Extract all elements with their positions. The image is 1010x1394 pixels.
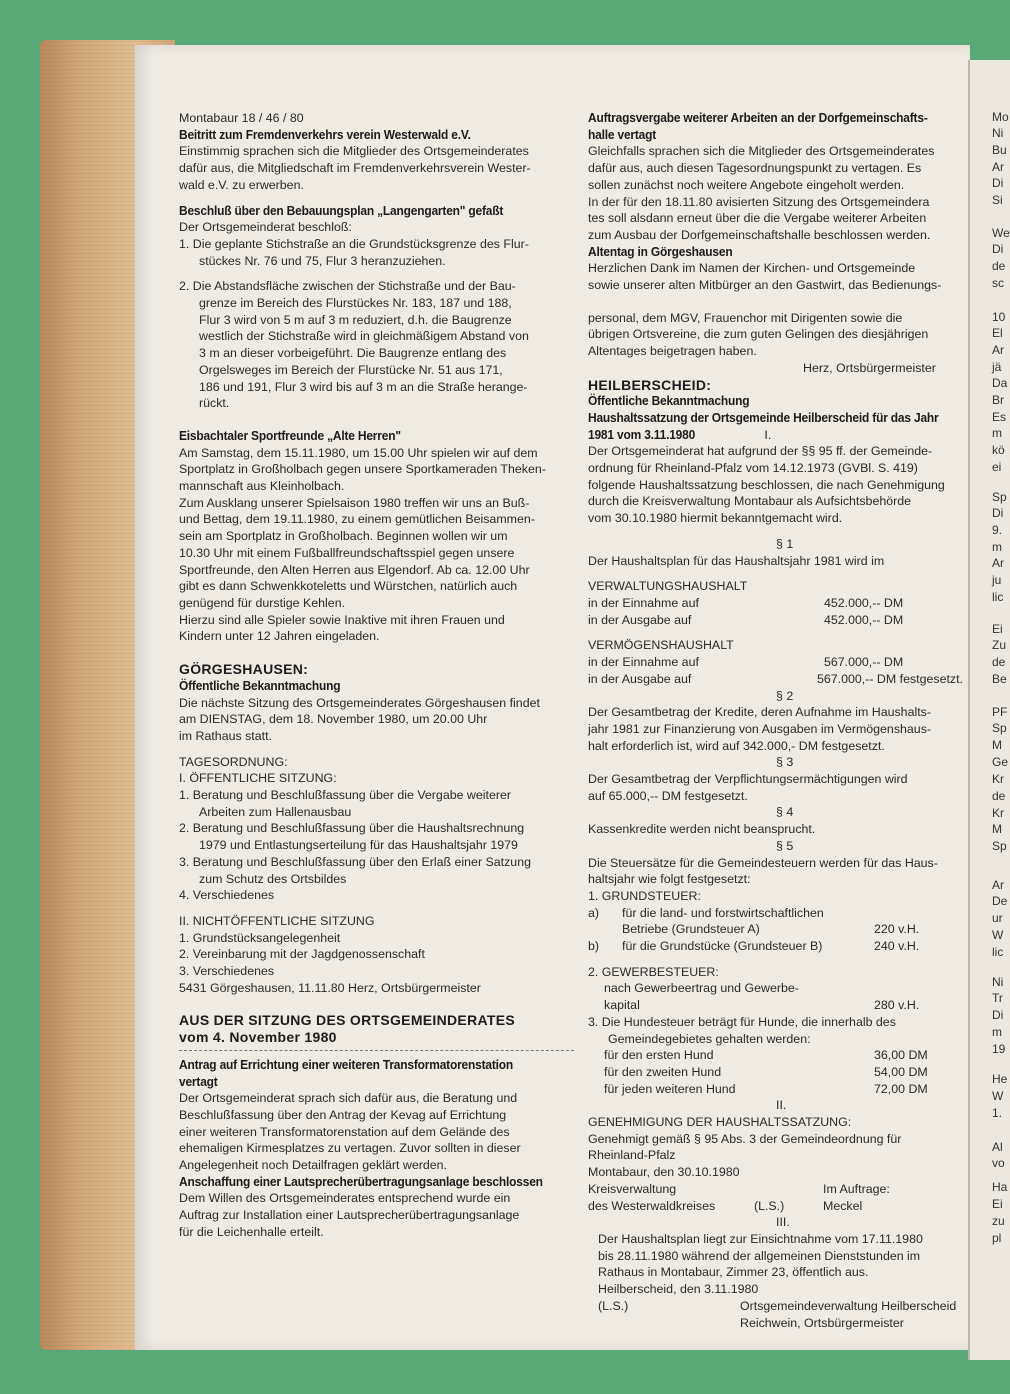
paragraph-line: Der Haushaltsplan liegt zur Einsichtnahme vom 17.11.1980 — [598, 1232, 923, 1246]
paragraph-line: Heilberscheid, den 3.11.1980 — [598, 1282, 759, 1297]
agenda-item-continuation: Arbeiten zum Hallenausbau — [199, 804, 352, 819]
tax-row — [588, 980, 963, 997]
budget-value: 567.000,-- DM festgesetzt. — [816, 671, 963, 686]
paragraph-line: Rathaus in Montabaur, Zimmer 23, öffentlich aus. — [598, 1265, 869, 1280]
list-item-continuation: westlich der Stichstraße wird in gleichmäßigem Abstand von — [199, 329, 529, 344]
budget-label: in der Einnahme auf — [588, 655, 699, 670]
section-title-bebauungsplan: Beschluß über den Bebauungsplan „Langengarten" gefaßt — [179, 202, 504, 218]
agenda-item: 2. Vereinbarung mit der Jagdgenossenschaft — [179, 947, 425, 962]
paragraph-line: Gemeindegebietes gehalten werden: — [608, 1031, 811, 1046]
list-item-continuation: Flur 3 wird von 5 m auf 3 m reduziert, d.h. die Baugrenze — [199, 312, 512, 327]
agenda-item-continuation: zum Schutz des Ortsbildes — [199, 871, 347, 886]
agenda-item: 3. Verschiedenes — [179, 964, 275, 979]
next-page-text-fragment: Si — [992, 193, 1003, 207]
tax-value: 240 v.H. — [874, 939, 920, 954]
next-page-text-fragment: pl — [992, 1231, 1002, 1245]
paragraph-line: Gleichfalls sprachen sich die Mitglieder des Ortsgemeinderates — [588, 144, 935, 159]
next-page-text-fragment: PF — [992, 705, 1008, 719]
section-title-date: 1981 vom 3.11.1980 — [588, 426, 696, 442]
roman-numeral: III. — [776, 1215, 790, 1230]
tax-text: nach Gewerbeertrag und Gewerbe- — [604, 981, 799, 996]
next-page-text-fragment: Ni — [992, 975, 1004, 989]
dog-tax-row — [588, 1064, 963, 1081]
tax-text: für die land- und forstwirtschaftlichen — [622, 905, 824, 920]
paragraph-line: Genehmigt gemäß § 95 Abs. 3 der Gemeindeordnung für — [588, 1131, 902, 1146]
next-page-text-fragment: ei — [992, 460, 1002, 474]
agenda-signature: 5431 Görgeshausen, 11.11.80 Herz, Ortsbürgermeister — [179, 980, 481, 995]
section-title-bekanntmachung: Öffentliche Bekanntmachung — [588, 393, 750, 409]
paragraph-line: auf 65.000,-- DM festgesetzt. — [588, 788, 748, 803]
paragraph-line: Einstimmig sprachen sich die Mitglieder des Ortsgemeinderates — [179, 144, 529, 159]
paragraph-sign: § 4 — [776, 805, 794, 820]
paragraph-sign: § 1 — [776, 536, 794, 551]
tax-label: b) — [588, 939, 600, 954]
approval-heading: GENEHMIGUNG DER HAUSHALTSSATZUNG: — [588, 1115, 852, 1130]
next-page-text-fragment: Ei — [992, 622, 1003, 636]
paragraph-line: sowie unserer alten Mitbürger an den Gastwirt, das Bedienungs- — [588, 278, 942, 293]
next-page-text-fragment: m — [992, 426, 1002, 440]
paragraph-line: folgende Haushaltssatzung beschlossen, die nach Genehmigung — [588, 477, 945, 492]
next-page-text-fragment: Zu — [992, 638, 1007, 652]
next-page-text-fragment: Di — [992, 506, 1004, 520]
paragraph-line: Auftrag zur Installation einer Lautsprecherübertragungsanlage — [179, 1208, 520, 1223]
paragraph-line: Der Ortsgemeinderat sprach sich dafür aus, die Beratung und — [179, 1091, 518, 1106]
paragraph-line: ordnung für Rheinland-Pfalz vom 14.12.1973 (GVBl. S. 419) — [588, 461, 918, 476]
dog-tax-value: 36,00 DM — [874, 1048, 928, 1063]
signature-row — [588, 1298, 963, 1315]
agenda-item: 1. Grundstücksangelegenheit — [179, 930, 341, 945]
divider — [179, 1050, 574, 1051]
paragraph-line: dafür aus, auch diesen Tagesordnungspunkt zu vertagen. Es — [588, 161, 922, 176]
dog-tax-value: 72,00 DM — [874, 1081, 928, 1096]
next-page-text-fragment: M — [992, 822, 1002, 836]
agenda-item: 3. Beratung und Beschlußfassung über den Erlaß einer Satzung — [179, 854, 531, 869]
paragraph-line: bis 28.11.1980 während der allgemeinen Dienststunden im — [598, 1248, 921, 1263]
next-page-text-fragment: Ar — [992, 160, 1004, 174]
tax-heading: 1. GRUNDSTEUER: — [588, 888, 701, 903]
tax-value: 220 v.H. — [874, 922, 920, 937]
next-page-text-fragment: Da — [992, 376, 1008, 390]
next-page-text-fragment: de — [992, 655, 1006, 669]
next-page-text-fragment: Di — [992, 242, 1004, 256]
paragraph-line: Kassenkredite werden nicht beansprucht. — [588, 822, 816, 837]
signature-row — [588, 1181, 953, 1198]
next-page-text-fragment: ju — [992, 573, 1002, 587]
agenda-item: 4. Verschiedenes — [179, 888, 275, 903]
budget-row — [588, 654, 963, 671]
paragraph-line: Sportplatz in Großholbach gegen unsere Sportkameraden Theken- — [179, 462, 546, 477]
paragraph-line: im Rathaus statt. — [179, 728, 272, 743]
roman-numeral: I. — [764, 427, 772, 442]
seal-mark: (L.S.) — [753, 1198, 785, 1213]
paragraph-line: Zum Ausklang unserer Spielsaison 1980 treffen wir uns an Buß- — [179, 495, 530, 510]
next-page-text-fragment: W — [992, 928, 1004, 942]
paragraph-line: Der Gesamtbetrag der Kredite, deren Aufnahme im Haushalts- — [588, 705, 931, 720]
paragraph-line: Der Gesamtbetrag der Verpflichtungsermächtigungen wird — [588, 772, 908, 787]
agenda-title: TAGESORDNUNG: — [179, 754, 288, 769]
paragraph-line: sollen zunächst noch weitere Angebote eingeholt werden. — [588, 177, 905, 192]
official-name: Meckel — [823, 1198, 863, 1213]
place-heading-goergeshausen: GÖRGESHAUSEN: — [179, 661, 309, 678]
paragraph-line: tes soll alsdann erneut über die die Vergabe weiterer Arbeiten — [588, 211, 927, 226]
list-item-continuation: grenze im Bereich des Flurstückes Nr. 183, 187 und 188, — [199, 296, 512, 311]
next-page-text-fragment: 10 — [992, 310, 1006, 324]
signature-row — [588, 1198, 953, 1215]
authority-name: Kreisverwaltung — [588, 1181, 677, 1196]
budget-label: in der Ausgabe auf — [588, 612, 692, 627]
paragraph-line: jahr 1981 zur Finanzierung von Ausgaben im Vermögenshaus- — [588, 721, 932, 736]
paragraph-line: Rheinland-Pfalz — [588, 1148, 676, 1163]
next-page-text-fragment: Es — [992, 410, 1007, 424]
budget-value: 452.000,-- DM — [824, 612, 904, 627]
section-title-sportfreunde: Eisbachtaler Sportfreunde „Alte Herren" — [179, 427, 401, 443]
next-page-text-fragment: 19 — [992, 1042, 1006, 1056]
paragraph-sign: § 5 — [776, 838, 794, 853]
list-item: 1. Die geplante Stichstraße an die Grundstücksgrenze des Flur- — [179, 236, 529, 251]
list-item-continuation: stückes Nr. 76 und 75, Flur 3 heranzuziehen. — [199, 253, 446, 268]
dog-tax-row — [588, 1081, 963, 1098]
paragraph-line: durch die Kreisverwaltung Montabaur als Aufsichtsbehörde — [588, 494, 912, 509]
agenda-private-heading: II. NICHTÖFFENTLICHE SITZUNG — [179, 913, 375, 928]
paragraph-line: Hierzu sind alle Spieler sowie Inaktive mit ihren Frauen und — [179, 612, 505, 627]
tax-row — [588, 997, 963, 1014]
list-item-continuation: 186 und 191, Flur 3 wird bis auf 3 m an die Straße herange- — [199, 379, 528, 394]
next-page-text-fragment: He — [992, 1072, 1008, 1086]
next-page-fragment — [968, 60, 1010, 1360]
next-page-text-fragment: kö — [992, 443, 1005, 457]
paragraph-line: zum Ausbau der Dorfgemeinschaftshalle beschlossen werden. — [588, 227, 931, 242]
paragraph-line: 3. Die Hundesteuer beträgt für Hunde, die innerhalb des — [588, 1014, 896, 1029]
next-page-text-fragment: lic — [992, 945, 1004, 959]
paragraph-line: Die nächste Sitzung des Ortsgemeinderates Görgeshausen findet — [179, 695, 540, 710]
paragraph-line: Am Samstag, dem 15.11.1980, um 15.00 Uhr spielen wir auf dem — [179, 445, 538, 460]
next-page-text-fragment: Di — [992, 1008, 1004, 1022]
next-page-text-fragment: Bu — [992, 143, 1007, 157]
dateline: Montabaur 18 / 46 / 80 — [179, 111, 304, 125]
left-column — [179, 110, 576, 1241]
paragraph-line: am DIENSTAG, dem 18. November 1980, um 20.00 Uhr — [179, 712, 488, 727]
tax-label: a) — [588, 905, 600, 920]
section-title-transformator: Antrag auf Errichtung einer weiteren Transformatorenstation — [179, 1056, 514, 1072]
section-title-haushaltssatzung: Haushaltssatzung der Ortsgemeinde Heilberscheid für das Jahr — [588, 409, 939, 425]
official-name: Reichwein, Ortsbürgermeister — [740, 1315, 904, 1330]
next-page-text-fragment: We — [992, 226, 1010, 240]
list-item: 2. Die Abstandsfläche zwischen der Stichstraße und der Bau- — [179, 279, 516, 294]
roman-numeral: II. — [776, 1098, 787, 1113]
dog-tax-value: 54,00 DM — [874, 1064, 928, 1079]
next-page-text-fragment: Br — [992, 393, 1004, 407]
paragraph-line: Dem Willen des Ortsgemeinderates entsprechend wurde ein — [179, 1191, 511, 1206]
tax-row — [588, 921, 963, 938]
next-page-text-fragment: zu — [992, 1214, 1005, 1228]
agenda-item: 1. Beratung und Beschlußfassung über die Vergabe weiterer — [179, 788, 512, 803]
next-page-text-fragment: 1. — [992, 1106, 1003, 1120]
seal-mark: (L.S.) — [598, 1298, 629, 1313]
list-item-continuation: Orgelsweges im Bereich der Flurstücke Nr. 51 aus 171, — [199, 362, 503, 377]
next-page-text-fragment: sc — [992, 276, 1004, 290]
paragraph-line: und Bettag, dem 19.11.1980, zu einem gemütlichen Beisammen- — [179, 512, 535, 527]
paragraph-line: ehemaligen Kirmesplatzes zu vertagen. Zuvor sollten in dieser — [179, 1141, 521, 1156]
next-page-text-fragment: lic — [992, 590, 1004, 604]
dog-tax-label: für jeden weiteren Hund — [604, 1081, 736, 1096]
next-page-text-fragment: M — [992, 738, 1002, 752]
section-title-dorfgemeinschaftshalle: Auftragsvergabe weiterer Arbeiten an der Dorfgemeinschafts- — [588, 110, 928, 125]
paragraph-line: wald e.V. zu erwerben. — [179, 177, 304, 192]
budget-label: in der Einnahme auf — [588, 595, 699, 610]
next-page-text-fragment: de — [992, 259, 1006, 273]
budget-heading: VERMÖGENSHAUSHALT — [588, 638, 734, 653]
next-page-text-fragment: Kr — [992, 772, 1004, 786]
paragraph-line: Sportfreunde, den Alten Herren aus Elgendorf. Ab ca. 12.00 Uhr — [179, 562, 530, 577]
list-item-continuation: 3 m an dieser vorbeigeführt. Die Baugrenze entlang des — [199, 346, 507, 361]
next-page-text-fragment: Ar — [992, 556, 1004, 570]
tax-text: Betriebe (Grundsteuer A) — [622, 922, 760, 937]
paragraph-line: Herzlichen Dank im Namen der Kirchen- und Ortsgemeinde — [588, 261, 916, 276]
dog-tax-label: für den zweiten Hund — [604, 1064, 722, 1079]
section-title-bekanntmachung: Öffentliche Bekanntmachung — [179, 677, 341, 693]
budget-heading: VERWALTUNGSHAUSHALT — [588, 579, 748, 594]
budget-label: in der Ausgabe auf — [588, 671, 692, 686]
agenda-item: 2. Beratung und Beschlußfassung über die Haushaltsrechnung — [179, 821, 525, 836]
next-page-text-fragment: Sp — [992, 721, 1007, 735]
list-item-continuation: rückt. — [199, 396, 230, 411]
paragraph-line: sein am Sportplatz in Großholbach. Beginnen wollen wir um — [179, 529, 508, 544]
next-page-text-fragment: Di — [992, 176, 1004, 190]
next-page-text-fragment: ur — [992, 911, 1003, 925]
paragraph-line: haltsjahr wie folgt festgesetzt: — [588, 872, 751, 887]
signature: Herz, Ortsbürgermeister — [803, 360, 936, 375]
next-page-text-fragment: Sp — [992, 839, 1007, 853]
paragraph-line: gibt es dann Schwenkkoteletts und Würstchen, natürlich auch — [179, 579, 518, 594]
paragraph-line: Der Ortsgemeinderat hat aufgrund der §§ 95 ff. der Gemeinde- — [588, 444, 933, 459]
paragraph-line: Angelegenheit noch Detailfragen geklärt werden. — [179, 1158, 447, 1173]
budget-value: 452.000,-- DM — [824, 595, 904, 610]
section-title-altentag: Altentag in Görgeshausen — [588, 243, 733, 259]
next-page-text-fragment: m — [992, 1025, 1002, 1039]
next-page-text-fragment: Mo — [992, 110, 1009, 124]
right-column — [588, 110, 963, 1331]
on-behalf-label: Im Auftrage: — [823, 1181, 890, 1196]
paragraph-line: vom 30.10.1980 hiermit bekanntgemacht wird. — [588, 511, 843, 526]
next-page-text-fragment: Be — [992, 672, 1007, 686]
next-page-text-fragment: Sp — [992, 490, 1007, 504]
next-page-text-fragment: W — [992, 1089, 1004, 1103]
tax-row — [588, 938, 963, 955]
paragraph-line: In der für den 18.11.80 avisierten Sitzung des Ortsgemeindera — [588, 194, 930, 209]
section-subtitle-date: vom 4. November 1980 — [179, 1029, 337, 1046]
next-page-text-fragment: vo — [992, 1156, 1005, 1170]
section-title-fremdenverkehr: Beitritt zum Fremdenverkehrs verein Westerwald e.V. — [179, 126, 471, 142]
paragraph-line: Der Haushaltsplan für das Haushaltsjahr 1981 wird im — [588, 553, 885, 568]
agenda-item-continuation: 1979 und Entlastungserteilung für das Haushaltsjahr 1979 — [199, 838, 518, 853]
agenda-public-heading: I. ÖFFENTLICHE SITZUNG: — [179, 771, 337, 786]
paragraph-line: dafür aus, die Mitgliedschaft im Fremdenverkehrsverein Wester- — [179, 161, 531, 176]
next-page-text-fragment: Ei — [992, 1197, 1003, 1211]
authority-name: des Westerwaldkreises — [588, 1198, 716, 1213]
tax-text: kapital — [604, 998, 640, 1013]
paragraph-line: einer weiteren Transformatorenstation auf dem Gelände des — [179, 1124, 510, 1139]
paragraph-line: übrigen Ortsvereine, die zum guten Gelingen des diesjährigen — [588, 327, 929, 342]
paragraph-line: halt erforderlich ist, wird auf 342.000,- DM festgesetzt. — [588, 738, 885, 753]
paragraph-line: Die Steuersätze für die Gemeindesteuern werden für das Haus- — [588, 855, 938, 870]
paragraph-line: Der Ortsgemeinderat beschloß: — [179, 220, 352, 235]
next-page-text-fragment: Ar — [992, 878, 1004, 892]
paragraph-line: Kindern unter 12 Jahren eingeladen. — [179, 629, 380, 644]
next-page-text-fragment: Al — [992, 1140, 1003, 1154]
paragraph-line: mannschaft aus Kleinholbach. — [179, 479, 345, 494]
paragraph-line: genügend für durstige Kehlen. — [179, 595, 346, 610]
next-page-text-fragment: jä — [992, 360, 1002, 374]
next-page-text-fragment: Ge — [992, 755, 1009, 769]
paragraph-line: personal, dem MGV, Frauenchor mit Dirigenten sowie die — [588, 310, 903, 325]
paragraph-line: Altentages beigetragen haben. — [588, 344, 757, 359]
next-page-text-fragment: de — [992, 789, 1006, 803]
next-page-text-fragment: Kr — [992, 806, 1004, 820]
paragraph-line: für die Leichenhalle erteilt. — [179, 1224, 324, 1239]
section-title-dorfgemeinschaftshalle-cont: halle vertagt — [588, 126, 657, 142]
dog-tax-row — [588, 1047, 963, 1064]
tax-heading: 2. GEWERBESTEUER: — [588, 964, 719, 979]
budget-value: 567.000,-- DM — [824, 655, 904, 670]
next-page-text-fragment: Ha — [992, 1180, 1008, 1194]
budget-row — [588, 671, 963, 688]
tax-value: 280 v.H. — [874, 998, 920, 1013]
paragraph-line: Beschlußfassung über den Antrag der Kevag auf Errichtung — [179, 1107, 507, 1122]
tax-text: für die Grundstücke (Grundsteuer B) — [622, 939, 823, 954]
paragraph-line: 10.30 Uhr mit einem Fußballfreundschaftsspiel gegen unsere — [179, 545, 515, 560]
section-title-transformator-cont: vertagt — [179, 1073, 218, 1089]
paragraph-sign: § 3 — [776, 755, 794, 770]
tax-row — [588, 905, 963, 922]
next-page-text-fragment: Ni — [992, 126, 1004, 140]
budget-row — [588, 595, 963, 612]
next-page-text-fragment: m — [992, 540, 1002, 554]
place-heading-heilberscheid: HEILBERSCHEID: — [588, 376, 712, 393]
section-title-sitzung: AUS DER SITZUNG DES ORTSGEMEINDERATES — [179, 1012, 515, 1029]
next-page-text-fragment: Tr — [992, 991, 1003, 1005]
next-page-text-fragment: El — [992, 326, 1003, 340]
next-page-text-fragment: De — [992, 894, 1008, 908]
section-title-lautsprecher: Anschaffung einer Lautsprecherübertragungsanlage beschlossen — [179, 1173, 543, 1189]
paragraph-sign: § 2 — [776, 688, 794, 703]
next-page-text-fragment: 9. — [992, 523, 1003, 537]
administration-name: Ortsgemeindeverwaltung Heilberscheid — [740, 1298, 957, 1313]
dog-tax-label: für den ersten Hund — [604, 1048, 714, 1063]
next-page-text-fragment: Ar — [992, 343, 1004, 357]
budget-row — [588, 612, 963, 629]
paragraph-line: Montabaur, den 30.10.1980 — [588, 1165, 740, 1180]
